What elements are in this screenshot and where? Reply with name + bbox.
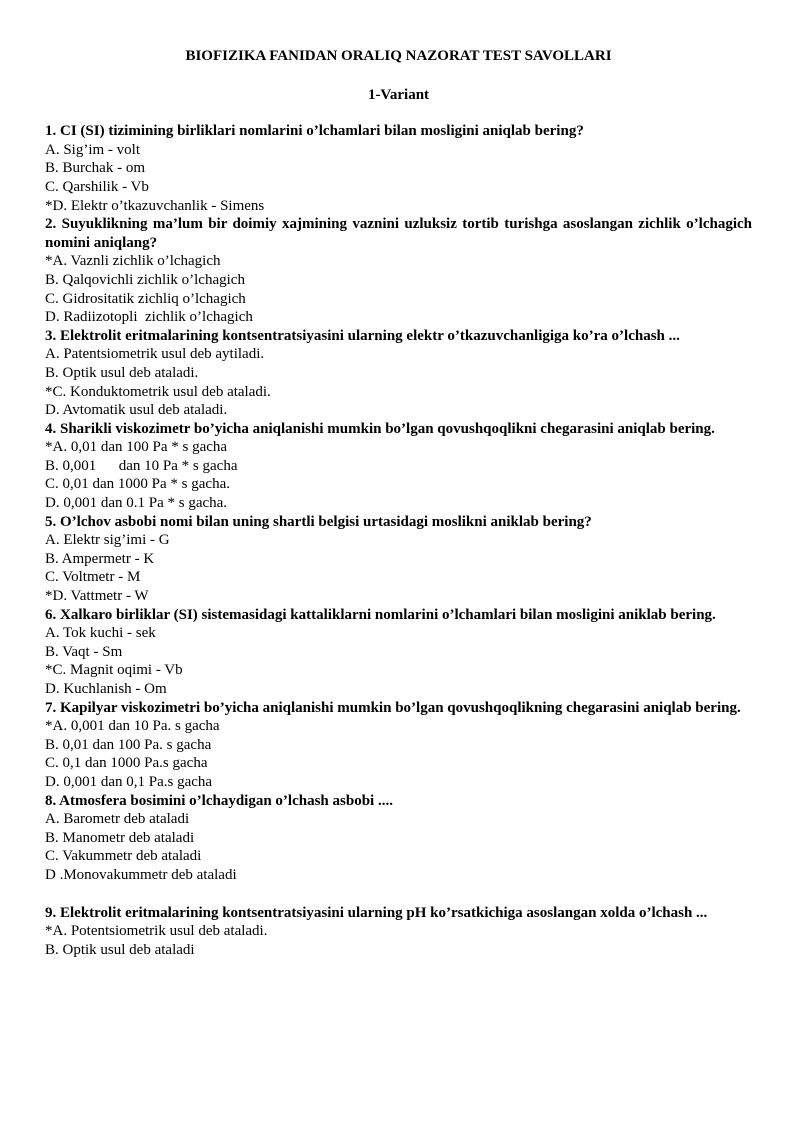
answer-option: B. Ampermetr - K — [45, 550, 155, 567]
question-text: 5. O’lchov asbobi nomi bilan uning shartli belgisi urtasidagi moslikni aniklab bering? — [45, 513, 592, 530]
answer-option: A. Sig’im - volt — [45, 141, 141, 158]
question-block — [45, 420, 752, 513]
question-block — [45, 904, 752, 960]
answer-option: *D. Vattmetr - W — [45, 588, 149, 605]
answer-option: B. 0,001 dan 10 Pa * s gacha — [45, 457, 238, 474]
question-block — [45, 215, 752, 327]
question-block — [45, 792, 752, 885]
answer-option: A. Patentsiometrik usul deb aytiladi. — [45, 346, 265, 363]
answer-option: C. 0,01 dan 1000 Pa * s gacha. — [45, 476, 230, 493]
answer-option: C. 0,1 dan 1000 Pa.s gacha — [45, 755, 208, 772]
answer-option: D. Avtomatik usul deb ataladi. — [45, 402, 228, 419]
answer-option: B. Qalqovichli zichlik o’lchagich — [45, 271, 245, 288]
question-list — [45, 122, 752, 959]
answer-option: *D. Elektr o’tkazuvchanlik - Simens — [45, 197, 265, 214]
answer-option: D. 0,001 dan 0,1 Pa.s gacha — [45, 773, 213, 790]
answer-option: A. Tok kuchi - sek — [45, 625, 156, 642]
answer-option: C. Qarshilik - Vb — [45, 178, 149, 195]
question-text: 9. Elektrolit eritmalarining kontsentratsiyasini ularning pH ko’rsatkichiga asoslangan xolda o’lchash ... — [45, 904, 708, 921]
answer-option: A. Elektr sig’imi - G — [45, 532, 170, 549]
blank-line — [45, 885, 752, 904]
answer-option: B. Optik usul deb ataladi — [45, 941, 195, 958]
question-text: 6. Xalkaro birliklar (SI) sistemasidagi kattaliklarni nomlarini o’lchamlari bilan mosligini aniklab bering. — [45, 606, 716, 623]
question-text: 7. Kapilyar viskozimetri bo’yicha aniqlanishi mumkin bo’lgan qovushqoqlikning chegarasini aniqlab bering. — [45, 699, 741, 716]
answer-option: B. Manometr deb ataladi — [45, 829, 195, 846]
question-block — [45, 513, 752, 606]
answer-option: D. 0,001 dan 0.1 Pa * s gacha. — [45, 495, 228, 512]
question-block — [45, 122, 752, 215]
answer-option: *A. Potentsiometrik usul deb ataladi. — [45, 923, 268, 940]
question-text: 3. Elektrolit eritmalarining kontsentratsiyasini ularning elektr o’tkazuvchanligiga ko’ra o’lchash ... — [45, 327, 680, 344]
question-text: 4. Sharikli viskozimetr bo’yicha aniqlanishi mumkin bo’lgan qovushqoqlikni chegarasini aniqlab bering. — [45, 420, 715, 437]
answer-option: A. Barometr deb ataladi — [45, 811, 190, 828]
question-text: 2. Suyuklikning ma’lum bir doimiy xajmining vaznini uzluksiz tortib turishga asoslangan zichlik o’lchagich nomini aniqlang? — [45, 216, 752, 251]
answer-option: D. Radiizotopli zichlik o’lchagich — [45, 309, 253, 326]
question-block — [45, 699, 752, 792]
question-block — [45, 327, 752, 420]
answer-option: B. Burchak - om — [45, 160, 145, 177]
question-text: 8. Atmosfera bosimini o’lchaydigan o’lchash asbobi .... — [45, 792, 393, 809]
answer-option: B. 0,01 dan 100 Pa. s gacha — [45, 736, 212, 753]
question-block — [45, 606, 752, 699]
answer-option: *A. Vaznli zichlik o’lchagich — [45, 253, 221, 270]
document-title: BIOFIZIKA FANIDAN ORALIQ NAZORAT TEST SAVOLLARI — [185, 48, 612, 64]
variant-heading: 1-Variant — [367, 86, 430, 103]
question-text: 1. CI (SI) tizimining birliklari nomlarini o’lchamlari bilan mosligini aniqlab bering? — [45, 123, 584, 140]
answer-option: B. Optik usul deb ataladi. — [45, 364, 199, 381]
answer-option: *C. Magnit oqimi - Vb — [45, 662, 183, 679]
answer-option: C. Vakummetr deb ataladi — [45, 848, 202, 865]
answer-option: B. Vaqt - Sm — [45, 643, 123, 660]
answer-option: C. Voltmetr - M — [45, 569, 141, 586]
answer-option: D. Kuchlanish - Om — [45, 681, 167, 697]
answer-option: *A. 0,01 dan 100 Pa * s gacha — [45, 439, 228, 456]
answer-option: D .Monovakummetr deb ataladi — [45, 866, 237, 883]
answer-option: *C. Konduktometrik usul deb ataladi. — [45, 383, 271, 400]
answer-option: *A. 0,001 dan 10 Pa. s gacha — [45, 718, 220, 735]
answer-option: C. Gidrositatik zichliq o’lchagich — [45, 290, 246, 307]
